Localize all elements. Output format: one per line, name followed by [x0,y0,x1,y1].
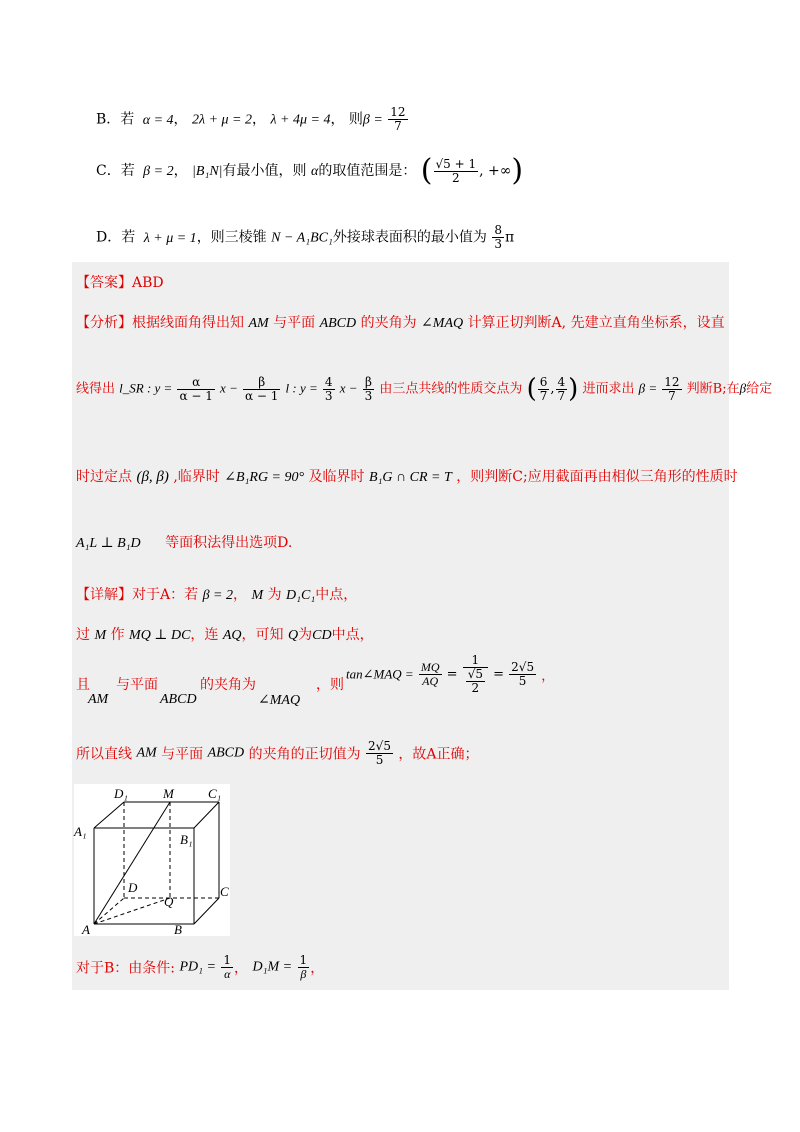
fraction [463,654,488,695]
math-m: M [94,628,107,643]
comma: ， [252,111,266,128]
cube-diagram [74,784,230,936]
analysis-text: 及临界时 [308,469,365,485]
fraction [509,661,536,688]
numerator: 2√5 [511,660,535,674]
math-line-l: l : y = [285,380,318,396]
option-d-pi: π [504,229,515,246]
detail-line-4 [76,740,479,767]
option-c-if: 若 [120,163,135,179]
fraction [556,376,568,403]
left-paren: ( [420,153,433,188]
answer-line [76,272,164,292]
detail-line-1 [76,584,357,604]
comma: ， [330,111,345,128]
detail-line-3-text2 [200,674,256,694]
math-abcd [160,692,197,708]
numerator: β [243,376,280,390]
math-cd: CD [312,628,332,643]
denominator: 3 [324,388,333,403]
analysis-text: 等面积法得出选项D. [165,535,293,551]
fraction [298,954,310,981]
option-b-label: B． [96,111,121,128]
right-paren: ) [568,374,579,404]
analysis-text: 与平面 [273,315,316,331]
analysis-text: ,临界时 [173,469,220,485]
option-b-alpha-eq: α = 4 [142,112,174,128]
fraction [243,376,280,403]
detail-text: 作 [110,627,125,643]
comma: ， [233,587,247,603]
option-b-eq2: 2λ + μ = 2 [192,112,252,128]
denominator [463,668,488,695]
detail-text: ，可知 [241,627,284,643]
label-c1: C₁ [208,786,222,801]
numerator: 1 [223,953,232,967]
analysis-label: 【分析】根据线面角得出知 [76,315,244,331]
option-c-abs: |B₁N| [192,164,223,179]
analysis-line-1 [76,312,725,332]
option-d-text1: ，则三棱锥 [196,229,267,246]
denominator: α [224,967,231,981]
detail-line-5 [76,954,324,981]
line-aq-hidden [94,898,170,924]
analysis-line-4 [76,532,292,552]
option-b-beta: β = [362,112,383,128]
numerator: 6 [539,374,548,389]
numerator: MQ [420,660,440,674]
detail-text: 对于B：由条件: [76,960,176,977]
label-b1: B₁ [180,832,193,847]
fraction [366,740,393,767]
fraction [419,661,442,688]
numerator: β [363,376,375,390]
analysis-line-2 [76,374,772,404]
detail-text: ，则 [316,677,344,693]
denominator: 3 [364,388,373,403]
detail-text: 的夹角的正切值为 [248,746,361,763]
math-line-sr: l_SR : y = [119,380,173,396]
math-angle: ∠MAQ [421,316,464,331]
math-am-text: AM [88,692,109,707]
label-d: D [128,880,138,895]
denominator: 7 [394,119,402,133]
analysis-text: 线得出 [76,381,116,397]
option-b-fraction [388,106,407,133]
option-d-fraction [492,224,504,251]
comma: , [550,381,555,397]
detail-text: 且 [76,677,90,693]
detail-text: 与平面 [116,677,158,693]
denominator: 2 [451,170,460,185]
label-d1: D₁ [114,786,128,801]
math-am: AM [248,316,269,331]
equals: = [493,667,505,682]
option-d-label: D． [96,229,122,246]
option-c-text2: 的取值范围是： [318,163,417,179]
denominator: β [300,967,307,981]
analysis-line-3 [76,466,738,486]
comma: ， [310,960,325,977]
numerator: √5 + 1 [435,156,477,171]
fraction [177,376,214,403]
detail-text: ，故A正确； [398,746,479,763]
fraction [662,376,681,403]
math-perp: MQ ⊥ DC [129,628,191,643]
analysis-text: 计算正切判断A, 先建立直角坐标系，设直 [467,315,725,331]
detail-line-3 [76,674,90,694]
detail-line-3-text1 [116,674,158,694]
numerator: 1 [299,953,308,967]
label-q: Q [164,894,174,909]
option-d-text2: 外接球表面积的最小值为 [332,229,487,246]
math-x: x − [220,380,238,396]
analysis-text: 时过定点 [76,469,132,485]
denominator: α − 1 [244,388,279,403]
numerator: 4 [557,374,566,389]
option-c-fraction [434,158,479,185]
tan-equation [346,654,554,695]
detail-text: 为 [267,587,282,603]
math-tan: tan∠MAQ = [346,666,414,682]
math-am: AM [136,745,157,761]
math-point: (β, β) [136,469,169,485]
fraction [466,668,485,695]
detail-text: 过 [76,627,90,643]
numerator: √5 [467,667,483,681]
numerator: α [177,376,214,390]
equals: = [446,667,458,682]
label-a: A [82,922,90,937]
math-abcd: ABCD [207,745,245,761]
analysis-text: 的夹角为 [360,315,417,331]
comma: ， [234,960,249,977]
math-angle-text: ∠MAQ [258,693,301,708]
detail-text: 与平面 [161,746,204,763]
numerator: 4 [324,374,333,389]
math-d1c1: D₁C₁ [286,588,316,603]
option-b [96,106,409,133]
comma: ， [173,111,188,128]
math-q: Q [288,628,299,643]
option-c-beta-eq: β = 2 [143,164,174,179]
option-d-pyramid: N − A₁BC₁ [271,230,333,246]
detail-label: 【详解】对于A：若 [76,587,199,603]
detail-text: ，连 [190,627,219,643]
math-beta: β = [638,380,658,396]
math-x: x − [339,380,358,396]
analysis-text: 判断B;在 [686,381,740,397]
denominator: 3 [494,237,502,251]
detail-line-2 [76,624,374,644]
line-am [94,802,170,924]
analysis-text: 给定 [746,381,773,397]
math-intersection: B₁G ∩ CR = T [369,470,452,485]
option-b-if: 若 [120,111,135,128]
option-c-text1: 有最小值，则 [222,163,307,179]
label-c: C [220,884,229,899]
fraction [221,954,233,981]
detail-text: 的夹角为 [200,677,256,693]
cube-figure [74,784,230,936]
denominator: 5 [375,753,384,767]
math-am [88,692,108,708]
math-m: M [251,588,264,603]
analysis-text: ，则判断C;应用截面再由相似三角形的性质时 [456,469,738,485]
numerator: 1 [463,654,488,668]
denominator: 7 [539,388,548,403]
comma: ， [173,163,188,179]
detail-text: 所以直线 [76,746,132,763]
math-abcd: ABCD [319,316,357,331]
fraction [323,376,335,403]
detail-text: 中点， [315,587,358,603]
math-beta: β [739,380,747,396]
option-d-eq: λ + μ = 1 [143,230,197,246]
math-d1m: D₁M = [252,959,293,975]
option-d [96,224,514,251]
denominator: 2 [471,681,480,695]
option-c-alpha: α [310,164,319,179]
numerator: 8 [494,223,502,237]
denominator: 5 [518,674,527,688]
analysis-text: 由三点共线的性质交点为 [379,381,523,397]
math-perp: A₁L ⊥ B₁D [76,536,141,551]
label-a1: A₁ [74,824,87,839]
denominator: α − 1 [179,388,213,403]
denominator: AQ [422,674,439,688]
numerator: 12 [664,374,680,389]
math-beta: β = 2 [202,588,233,603]
right-paren: ) [511,153,524,188]
fraction [538,376,550,403]
numerator: 12 [390,105,406,119]
analysis-text: 进而求出 [582,381,635,397]
math-aq: AQ [222,628,242,643]
option-d-if: 若 [121,229,136,246]
numerator: 2√5 [368,739,391,753]
label-b: B [174,922,182,937]
answer-label: 【答案】ABD [76,275,164,291]
option-c-label: C． [96,163,121,179]
denominator: 7 [557,388,566,403]
detail-text: 为 [298,627,313,643]
left-paren: ( [526,374,537,404]
comma: ， [541,669,555,684]
option-c-tail: , +∞ [479,163,512,179]
math-pd1: PD₁ = [179,959,216,975]
fraction [363,376,375,403]
math-angle: ∠B₁RG = 90° [224,470,305,485]
edge-a1d1 [94,802,124,828]
edge-c1b1 [194,802,219,828]
detail-text: 中点， [331,627,374,643]
math-angle [258,692,300,709]
option-b-then: 则 [348,111,363,128]
denominator: 7 [668,388,676,403]
label-m: M [163,786,174,801]
detail-line-3-text3 [316,674,344,694]
edge-ad-hidden [94,898,124,924]
option-c [96,153,524,188]
edge-bc [194,898,219,924]
option-b-eq3: λ + 4μ = 4 [270,112,331,128]
math-abcd-text: ABCD [160,692,197,707]
